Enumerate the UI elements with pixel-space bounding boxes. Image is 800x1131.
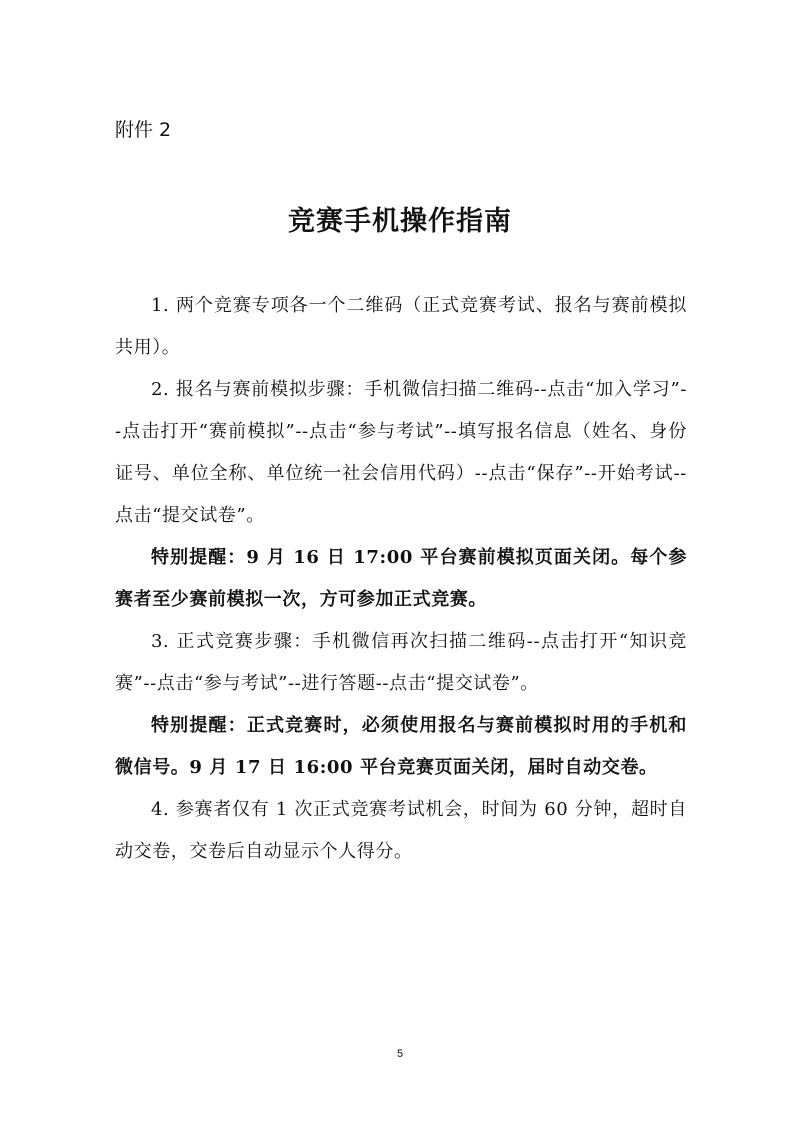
paragraph-3-official-steps: 3. 正式竞赛步骤：手机微信再次扫描二维码--点击打开“知识竞赛”--点击“参与考试”--进行答题--点击“提交试卷”。 xyxy=(115,631,687,694)
attachment-label: 附件 2 xyxy=(115,119,172,141)
reminder-official-exam: 特别提醒：正式竞赛时，必须使用报名与赛前模拟时用的手机和微信号。9 月 17 日 16:00 平台竞赛页面关闭，届时自动交卷。 xyxy=(115,715,687,778)
document-body xyxy=(115,285,687,873)
reminder-mock-exam: 特别提醒：9 月 16 日 17:00 平台赛前模拟页面关闭。每个参赛者至少赛前模拟一次，方可参加正式竞赛。 xyxy=(115,547,687,610)
document-title: 竞赛手机操作指南 xyxy=(288,206,512,237)
paragraph-1-qr-codes: 1. 两个竞赛专项各一个二维码（正式竞赛考试、报名与赛前模拟共用）。 xyxy=(115,295,687,358)
paragraph-4-exam-rules: 4. 参赛者仅有 1 次正式竞赛考试机会，时间为 60 分钟，超时自动交卷，交卷后自动显示个人得分。 xyxy=(115,799,687,862)
page-number: 5 xyxy=(396,1048,404,1060)
paragraph-2-registration-steps: 2. 报名与赛前模拟步骤：手机微信扫描二维码--点击“加入学习”--点击打开“赛前模拟”--点击“参与考试”--填写报名信息（姓名、身份证号、单位全称、单位统一社会信用代码）--点击“保存”--开始考试--点击“提交试卷”。 xyxy=(115,379,687,526)
